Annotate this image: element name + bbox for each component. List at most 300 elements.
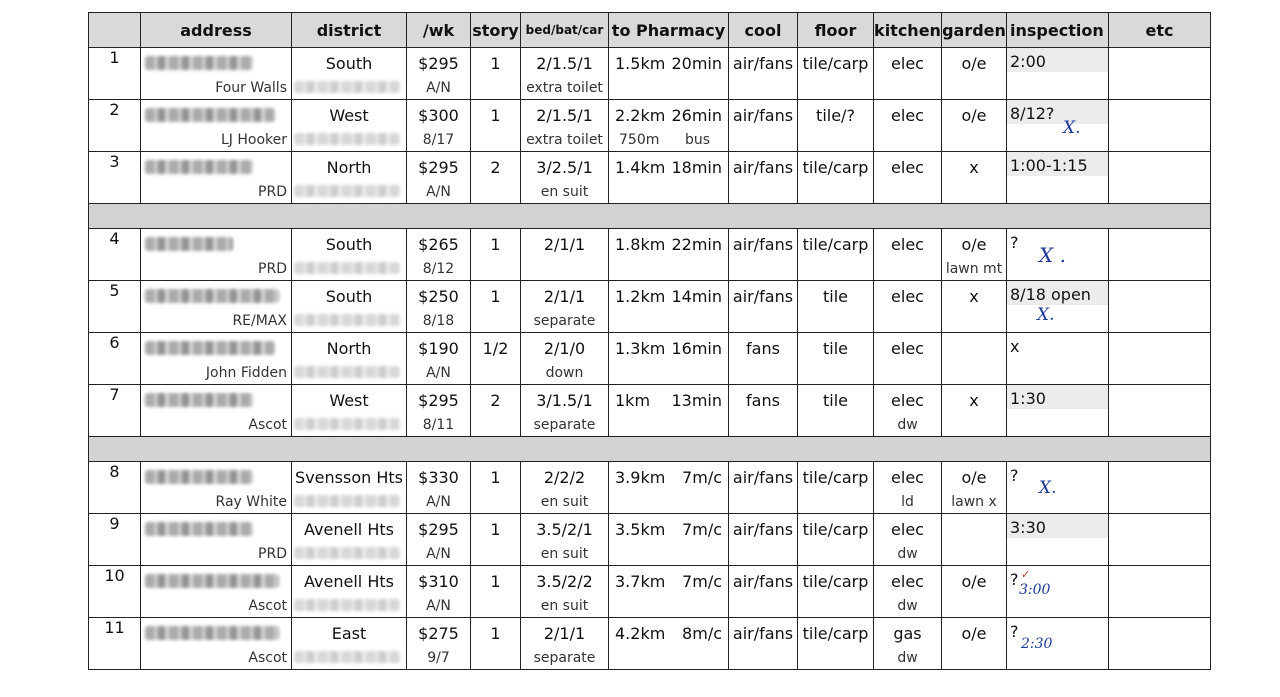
- garden-cell: [942, 48, 1007, 100]
- district-cell: [292, 333, 407, 385]
- bed-bath-car-cell: [521, 229, 609, 281]
- handwritten-note: 2:30: [1021, 636, 1053, 652]
- inspection-cell: [1007, 566, 1109, 618]
- separator-bar: [89, 204, 1211, 229]
- district-cell: [292, 281, 407, 333]
- inspection-cell: [1007, 385, 1109, 437]
- agency-name: PRD: [258, 261, 287, 277]
- header-garden: garden: [942, 13, 1007, 48]
- floor-cell: [798, 618, 874, 670]
- story-cell: [471, 333, 521, 385]
- bed-bath-car-value: 2/1.5/1: [536, 54, 593, 73]
- agency-name: RE/MAX: [232, 313, 287, 329]
- story-cell: [471, 385, 521, 437]
- table-row: [89, 333, 1211, 385]
- header-address: address: [141, 13, 292, 48]
- cooling-type: air/fans: [732, 468, 794, 487]
- story-cell: [471, 229, 521, 281]
- kitchen-note: dw: [897, 417, 918, 433]
- district-name: West: [329, 391, 369, 410]
- floor-type: tile/carp: [802, 572, 869, 591]
- inspection-time: 1:30: [1007, 385, 1108, 409]
- pharmacy-distance: 1.2km: [615, 287, 666, 306]
- group-separator: [89, 204, 1211, 229]
- table-row: [89, 566, 1211, 618]
- inspection-time: ?: [1010, 622, 1019, 641]
- row-number: 10: [89, 566, 141, 618]
- district-name: East: [331, 624, 367, 643]
- pharmacy-distance: 1km: [615, 391, 651, 410]
- pharmacy-distance: 1.8km: [615, 235, 666, 254]
- header-bed-bath-car: bed/bat/car: [521, 13, 609, 48]
- inspection-cell: [1007, 100, 1109, 152]
- cool-cell: [729, 100, 798, 152]
- kitchen-type: gas: [893, 624, 922, 643]
- story-count: 1: [490, 520, 501, 539]
- etc-cell: [1109, 100, 1211, 152]
- pharmacy-time: 18min: [671, 158, 722, 177]
- story-count: 1: [490, 468, 501, 487]
- property-table: [88, 12, 1211, 670]
- redacted-phone: [294, 418, 400, 430]
- garden-type: o/e: [961, 624, 987, 643]
- inspection-cell: [1007, 462, 1109, 514]
- kitchen-cell: [874, 229, 942, 281]
- garden-cell: [942, 100, 1007, 152]
- pharmacy-cell: [609, 618, 729, 670]
- pharmacy-cell: [609, 385, 729, 437]
- garden-cell: [942, 385, 1007, 437]
- header-floor: floor: [798, 13, 874, 48]
- inspection-time: 8/12?: [1007, 100, 1108, 124]
- garden-cell: [942, 618, 1007, 670]
- cooling-type: fans: [746, 391, 780, 410]
- bed-bath-car-cell: [521, 514, 609, 566]
- district-name: South: [325, 54, 373, 73]
- garden-cell: [942, 229, 1007, 281]
- header-number: [89, 13, 141, 48]
- row-number: 6: [89, 333, 141, 385]
- inspection-time: ?: [1010, 466, 1019, 485]
- row-number: 8: [89, 462, 141, 514]
- story-count: 2: [490, 158, 501, 177]
- inspection-cell: [1007, 618, 1109, 670]
- kitchen-cell: [874, 48, 942, 100]
- redacted-phone: [294, 262, 400, 274]
- pharmacy-time: 7m/c: [682, 520, 722, 539]
- table-row: [89, 281, 1211, 333]
- rent-availability: 9/7: [427, 650, 450, 666]
- agency-name: Ray White: [215, 494, 287, 510]
- rent-cell: [407, 281, 471, 333]
- inspection-cell: [1007, 48, 1109, 100]
- redacted-phone: [294, 81, 400, 93]
- bed-bath-car-value: 2/1/0: [543, 339, 586, 358]
- cooling-type: air/fans: [732, 572, 794, 591]
- separator-bar: [89, 437, 1211, 462]
- inspection-cell: [1007, 229, 1109, 281]
- pharmacy-cell: [609, 229, 729, 281]
- floor-type: tile/?: [816, 106, 855, 125]
- bed-bath-car-cell: [521, 566, 609, 618]
- rent-cell: [407, 462, 471, 514]
- garden-cell: [942, 566, 1007, 618]
- inspection-time: 1:00-1:15: [1007, 152, 1108, 176]
- kitchen-cell: [874, 333, 942, 385]
- pharmacy-distance-alt: 750m: [619, 132, 660, 148]
- story-count: 1/2: [482, 339, 509, 358]
- inspection-cell: [1007, 514, 1109, 566]
- bed-bath-car-cell: [521, 333, 609, 385]
- bed-bath-car-cell: [521, 48, 609, 100]
- address-cell: [141, 152, 292, 204]
- floor-cell: [798, 385, 874, 437]
- etc-cell: [1109, 385, 1211, 437]
- bathroom-note: en suit: [540, 598, 589, 614]
- pharmacy-time: 20min: [671, 54, 722, 73]
- redacted-phone: [294, 495, 400, 507]
- pharmacy-distance: 3.7km: [615, 572, 666, 591]
- pharmacy-distance: 1.3km: [615, 339, 666, 358]
- redacted-phone: [294, 314, 400, 326]
- floor-cell: [798, 100, 874, 152]
- rent-availability: A/N: [426, 365, 451, 381]
- cooling-type: air/fans: [732, 158, 794, 177]
- district-name: North: [326, 339, 372, 358]
- table-row: [89, 462, 1211, 514]
- garden-type: o/e: [961, 54, 987, 73]
- garden-type: o/e: [961, 106, 987, 125]
- bathroom-note: extra toilet: [526, 80, 603, 96]
- inspection-time: x: [1010, 337, 1020, 356]
- redacted-address: [145, 470, 253, 484]
- floor-type: tile/carp: [802, 158, 869, 177]
- cool-cell: [729, 462, 798, 514]
- kitchen-note: dw: [897, 598, 918, 614]
- bed-bath-car-value: 2/1/1: [543, 235, 586, 254]
- district-name: West: [329, 106, 369, 125]
- table-body: [89, 48, 1211, 670]
- rent-cell: [407, 385, 471, 437]
- address-cell: [141, 48, 292, 100]
- agency-name: Four Walls: [215, 80, 287, 96]
- bed-bath-car-value: 2/2/2: [543, 468, 586, 487]
- garden-cell: [942, 281, 1007, 333]
- bathroom-note: separate: [533, 313, 596, 329]
- bed-bath-car-cell: [521, 385, 609, 437]
- weekly-rent: $330: [418, 468, 459, 487]
- weekly-rent: $190: [418, 339, 459, 358]
- pharmacy-distance: 1.4km: [615, 158, 666, 177]
- redacted-address: [145, 574, 279, 588]
- agency-name: PRD: [258, 546, 287, 562]
- table-row: [89, 229, 1211, 281]
- cool-cell: [729, 152, 798, 204]
- handwritten-note: X.: [1063, 118, 1081, 138]
- inspection-cell: [1007, 333, 1109, 385]
- kitchen-note: ld: [901, 494, 914, 510]
- redacted-phone: [294, 185, 400, 197]
- header-etc: etc: [1109, 13, 1211, 48]
- redacted-phone: [294, 547, 400, 559]
- bathroom-note: en suit: [540, 184, 589, 200]
- district-cell: [292, 385, 407, 437]
- floor-type: tile: [822, 339, 848, 358]
- pharmacy-distance: 1.5km: [615, 54, 666, 73]
- rent-cell: [407, 618, 471, 670]
- weekly-rent: $275: [418, 624, 459, 643]
- rent-cell: [407, 229, 471, 281]
- kitchen-type: elec: [891, 158, 924, 177]
- header-rent: /wk: [407, 13, 471, 48]
- rent-cell: [407, 514, 471, 566]
- garden-type: x: [969, 287, 979, 306]
- pharmacy-time: 14min: [671, 287, 722, 306]
- etc-cell: [1109, 48, 1211, 100]
- pharmacy-cell: [609, 281, 729, 333]
- garden-cell: [942, 333, 1007, 385]
- cool-cell: [729, 618, 798, 670]
- pharmacy-time: 22min: [671, 235, 722, 254]
- pharmacy-cell: [609, 100, 729, 152]
- agency-name: Ascot: [248, 650, 287, 666]
- kitchen-note: dw: [897, 546, 918, 562]
- kitchen-cell: [874, 514, 942, 566]
- address-cell: [141, 514, 292, 566]
- weekly-rent: $310: [418, 572, 459, 591]
- table-row: [89, 514, 1211, 566]
- bathroom-note: separate: [533, 650, 596, 666]
- bed-bath-car-cell: [521, 462, 609, 514]
- etc-cell: [1109, 618, 1211, 670]
- agency-name: Ascot: [248, 417, 287, 433]
- table-row: [89, 152, 1211, 204]
- district-cell: [292, 462, 407, 514]
- garden-type: o/e: [961, 235, 987, 254]
- pharmacy-time: 7m/c: [682, 572, 722, 591]
- cooling-type: air/fans: [732, 54, 794, 73]
- rent-cell: [407, 333, 471, 385]
- redacted-phone: [294, 651, 400, 663]
- district-cell: [292, 618, 407, 670]
- row-number: 2: [89, 100, 141, 152]
- rent-availability: A/N: [426, 546, 451, 562]
- kitchen-type: elec: [891, 235, 924, 254]
- table-row: [89, 618, 1211, 670]
- pharmacy-cell: [609, 152, 729, 204]
- pharmacy-time: 26min: [671, 106, 722, 125]
- pharmacy-cell: [609, 48, 729, 100]
- garden-type: o/e: [961, 572, 987, 591]
- story-cell: [471, 462, 521, 514]
- cool-cell: [729, 333, 798, 385]
- kitchen-cell: [874, 385, 942, 437]
- kitchen-cell: [874, 462, 942, 514]
- bathroom-note: separate: [533, 417, 596, 433]
- address-cell: [141, 462, 292, 514]
- weekly-rent: $295: [418, 158, 459, 177]
- redacted-address: [145, 522, 253, 536]
- weekly-rent: $265: [418, 235, 459, 254]
- cooling-type: air/fans: [732, 235, 794, 254]
- rent-availability: 8/12: [422, 261, 455, 277]
- floor-cell: [798, 152, 874, 204]
- garden-type: x: [969, 391, 979, 410]
- story-cell: [471, 281, 521, 333]
- header-district: district: [292, 13, 407, 48]
- pharmacy-cell: [609, 566, 729, 618]
- garden-cell: [942, 514, 1007, 566]
- agency-name: LJ Hooker: [220, 132, 287, 148]
- bathroom-note: en suit: [540, 546, 589, 562]
- redacted-phone: [294, 599, 400, 611]
- district-cell: [292, 48, 407, 100]
- address-cell: [141, 566, 292, 618]
- garden-note: lawn mt: [945, 261, 1003, 277]
- story-count: 1: [490, 54, 501, 73]
- handwritten-tick-icon: ✓: [1021, 568, 1031, 581]
- story-count: 1: [490, 106, 501, 125]
- pharmacy-cell: [609, 514, 729, 566]
- pharmacy-time: 13min: [671, 391, 722, 410]
- table-row: [89, 48, 1211, 100]
- redacted-address: [145, 56, 253, 70]
- inspection-time: ?: [1010, 570, 1019, 589]
- pharmacy-distance: 3.5km: [615, 520, 666, 539]
- floor-type: tile/carp: [802, 235, 869, 254]
- redacted-address: [145, 237, 233, 251]
- cool-cell: [729, 385, 798, 437]
- bed-bath-car-value: 3.5/2/2: [536, 572, 593, 591]
- address-cell: [141, 281, 292, 333]
- bed-bath-car-cell: [521, 281, 609, 333]
- floor-type: tile: [822, 287, 848, 306]
- agency-name: PRD: [258, 184, 287, 200]
- floor-type: tile/carp: [802, 624, 869, 643]
- floor-cell: [798, 333, 874, 385]
- pharmacy-distance: 2.2km: [615, 106, 666, 125]
- row-number: 1: [89, 48, 141, 100]
- address-cell: [141, 229, 292, 281]
- story-count: 1: [490, 572, 501, 591]
- district-name: Avenell Hts: [304, 520, 394, 539]
- floor-cell: [798, 514, 874, 566]
- kitchen-cell: [874, 618, 942, 670]
- etc-cell: [1109, 333, 1211, 385]
- address-cell: [141, 385, 292, 437]
- rent-cell: [407, 566, 471, 618]
- floor-cell: [798, 229, 874, 281]
- row-number: 3: [89, 152, 141, 204]
- handwritten-note: X.: [1037, 305, 1055, 325]
- bed-bath-car-value: 2/1/1: [543, 624, 586, 643]
- garden-type: o/e: [961, 468, 987, 487]
- bed-bath-car-value: 3/1.5/1: [536, 391, 593, 410]
- header-to-pharmacy: to Pharmacy: [609, 13, 729, 48]
- row-number: 9: [89, 514, 141, 566]
- etc-cell: [1109, 566, 1211, 618]
- pharmacy-time: 8m/c: [682, 624, 722, 643]
- floor-cell: [798, 566, 874, 618]
- rent-availability: A/N: [426, 184, 451, 200]
- cool-cell: [729, 48, 798, 100]
- cool-cell: [729, 229, 798, 281]
- row-number: 5: [89, 281, 141, 333]
- story-cell: [471, 152, 521, 204]
- agency-name: Ascot: [248, 598, 287, 614]
- kitchen-type: elec: [891, 391, 924, 410]
- handwritten-note: 3:00: [1019, 582, 1051, 598]
- inspection-time: 2:00: [1007, 48, 1108, 72]
- story-count: 1: [490, 235, 501, 254]
- row-number: 7: [89, 385, 141, 437]
- rent-cell: [407, 48, 471, 100]
- header-story: story: [471, 13, 521, 48]
- bed-bath-car-value: 3.5/2/1: [536, 520, 593, 539]
- kitchen-type: elec: [891, 54, 924, 73]
- district-name: Avenell Hts: [304, 572, 394, 591]
- redacted-address: [145, 626, 279, 640]
- agency-name: John Fidden: [205, 365, 287, 381]
- pharmacy-time: 16min: [671, 339, 722, 358]
- floor-cell: [798, 281, 874, 333]
- story-count: 1: [490, 624, 501, 643]
- redacted-address: [145, 160, 253, 174]
- garden-cell: [942, 152, 1007, 204]
- bed-bath-car-cell: [521, 618, 609, 670]
- story-cell: [471, 48, 521, 100]
- weekly-rent: $300: [418, 106, 459, 125]
- etc-cell: [1109, 229, 1211, 281]
- inspection-time: 3:30: [1007, 514, 1108, 538]
- story-cell: [471, 514, 521, 566]
- district-name: South: [325, 287, 373, 306]
- redacted-address: [145, 393, 253, 407]
- story-cell: [471, 566, 521, 618]
- story-cell: [471, 618, 521, 670]
- redacted-address: [145, 341, 275, 355]
- bed-bath-car-cell: [521, 100, 609, 152]
- rent-availability: 8/18: [422, 313, 455, 329]
- pharmacy-time: 7m/c: [682, 468, 722, 487]
- story-count: 1: [490, 287, 501, 306]
- bed-bath-car-value: 2/1/1: [543, 287, 586, 306]
- cool-cell: [729, 281, 798, 333]
- cooling-type: air/fans: [732, 106, 794, 125]
- inspection-time: 8/18 open: [1007, 281, 1108, 305]
- redacted-address: [145, 108, 275, 122]
- etc-cell: [1109, 462, 1211, 514]
- garden-type: x: [969, 158, 979, 177]
- redacted-address: [145, 289, 279, 303]
- row-number: 4: [89, 229, 141, 281]
- rent-availability: A/N: [426, 598, 451, 614]
- handwritten-note: X .: [1039, 243, 1066, 267]
- rent-availability: 8/17: [422, 132, 455, 148]
- bed-bath-car-value: 2/1.5/1: [536, 106, 593, 125]
- address-cell: [141, 618, 292, 670]
- pharmacy-distance: 3.9km: [615, 468, 666, 487]
- bathroom-note: down: [545, 365, 584, 381]
- cooling-type: fans: [746, 339, 780, 358]
- inspection-cell: [1007, 152, 1109, 204]
- district-cell: [292, 152, 407, 204]
- cool-cell: [729, 514, 798, 566]
- bed-bath-car-cell: [521, 152, 609, 204]
- kitchen-note: dw: [897, 650, 918, 666]
- district-cell: [292, 100, 407, 152]
- rent-availability: A/N: [426, 494, 451, 510]
